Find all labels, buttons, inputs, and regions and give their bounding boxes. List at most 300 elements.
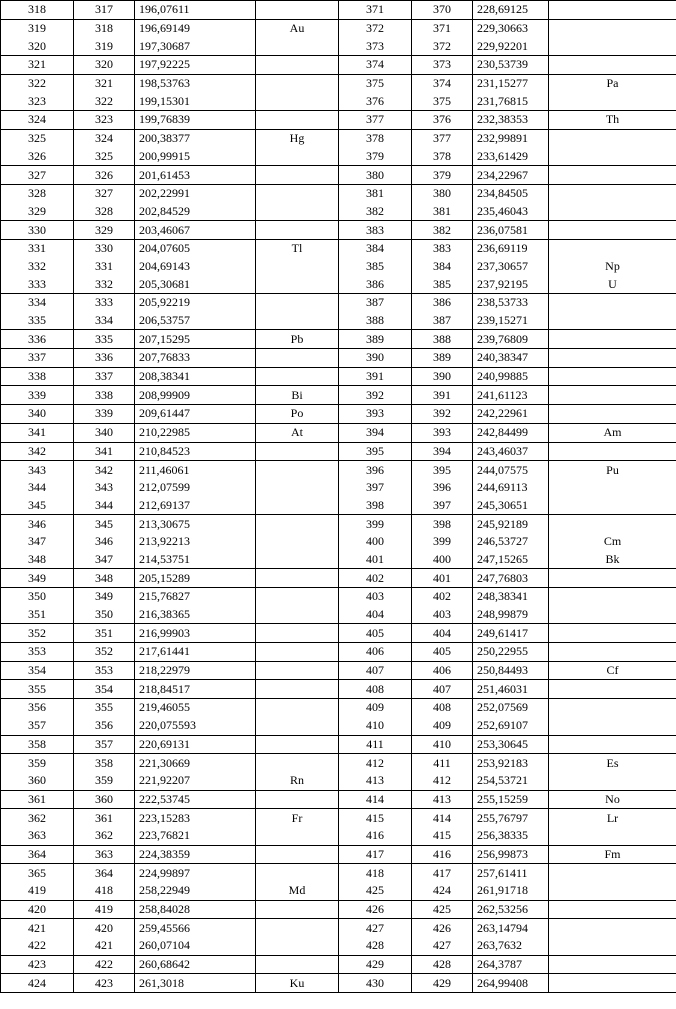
left-mass-cell: 197,92225 <box>135 56 256 75</box>
right-element-symbol-cell: Lr <box>549 809 676 827</box>
right-mass-cell: 252,07569 <box>473 699 549 717</box>
left-element-symbol-cell: Bi <box>256 386 339 405</box>
right-number-cell: 381 <box>339 184 412 202</box>
left-index-cell: 322 <box>74 92 135 110</box>
right-index-cell: 403 <box>412 606 473 624</box>
right-mass-cell: 254,53721 <box>473 772 549 790</box>
left-index-cell: 335 <box>74 330 135 349</box>
left-element-symbol-cell <box>256 148 339 166</box>
right-number-cell: 385 <box>339 258 412 276</box>
table-row <box>1 754 676 772</box>
right-number-cell: 397 <box>339 479 412 497</box>
right-index-cell: 389 <box>412 349 473 368</box>
right-index-cell: 415 <box>412 827 473 845</box>
left-number-cell: 326 <box>1 148 74 166</box>
left-element-symbol-cell: Fr <box>256 809 339 827</box>
right-number-cell: 396 <box>339 461 412 479</box>
right-mass-cell: 241,61123 <box>473 386 549 405</box>
table-row <box>1 294 676 312</box>
left-element-symbol-cell <box>256 312 339 330</box>
left-index-cell: 349 <box>74 588 135 606</box>
left-element-symbol-cell <box>256 624 339 643</box>
left-index-cell: 421 <box>74 937 135 955</box>
right-number-cell: 405 <box>339 624 412 643</box>
right-index-cell: 426 <box>412 919 473 937</box>
right-mass-cell: 237,30657 <box>473 258 549 276</box>
left-number-cell: 341 <box>1 423 74 442</box>
right-mass-cell: 236,07581 <box>473 221 549 240</box>
right-mass-cell: 257,61411 <box>473 864 549 882</box>
table-row <box>1 203 676 221</box>
right-element-symbol-cell <box>549 386 676 405</box>
left-element-symbol-cell <box>256 864 339 882</box>
left-element-symbol-cell <box>256 1 339 20</box>
table-row <box>1 111 676 130</box>
left-index-cell: 320 <box>74 56 135 75</box>
left-index-cell: 419 <box>74 900 135 919</box>
right-index-cell: 400 <box>412 551 473 569</box>
right-mass-cell: 240,38347 <box>473 349 549 368</box>
right-index-cell: 396 <box>412 479 473 497</box>
left-index-cell: 334 <box>74 312 135 330</box>
left-element-symbol-cell: Ku <box>256 974 339 993</box>
right-index-cell: 371 <box>412 19 473 37</box>
left-index-cell: 350 <box>74 606 135 624</box>
left-index-cell: 326 <box>74 166 135 185</box>
left-index-cell: 340 <box>74 423 135 442</box>
right-index-cell: 399 <box>412 533 473 551</box>
right-index-cell: 397 <box>412 497 473 515</box>
right-element-symbol-cell <box>549 330 676 349</box>
left-number-cell: 364 <box>1 845 74 864</box>
table-row <box>1 461 676 479</box>
right-number-cell: 429 <box>339 955 412 974</box>
right-number-cell: 408 <box>339 680 412 699</box>
right-element-symbol-cell <box>549 864 676 882</box>
left-mass-cell: 208,38341 <box>135 367 256 386</box>
right-mass-cell: 247,15265 <box>473 551 549 569</box>
right-index-cell: 393 <box>412 423 473 442</box>
left-mass-cell: 213,92213 <box>135 533 256 551</box>
left-number-cell: 321 <box>1 56 74 75</box>
left-element-symbol-cell <box>256 221 339 240</box>
right-mass-cell: 240,99885 <box>473 367 549 386</box>
left-mass-cell: 259,45566 <box>135 919 256 937</box>
right-number-cell: 391 <box>339 367 412 386</box>
left-index-cell: 355 <box>74 699 135 717</box>
left-element-symbol-cell <box>256 479 339 497</box>
left-number-cell: 343 <box>1 461 74 479</box>
right-index-cell: 382 <box>412 221 473 240</box>
left-number-cell: 419 <box>1 882 74 900</box>
right-index-cell: 413 <box>412 790 473 809</box>
left-element-symbol-cell: Pb <box>256 330 339 349</box>
right-mass-cell: 255,76797 <box>473 809 549 827</box>
left-element-symbol-cell <box>256 680 339 699</box>
left-number-cell: 322 <box>1 74 74 92</box>
left-index-cell: 357 <box>74 735 135 754</box>
left-number-cell: 361 <box>1 790 74 809</box>
right-index-cell: 406 <box>412 661 473 680</box>
right-element-symbol-cell <box>549 56 676 75</box>
table-row <box>1 864 676 882</box>
right-number-cell: 417 <box>339 845 412 864</box>
left-mass-cell: 212,07599 <box>135 479 256 497</box>
right-number-cell: 409 <box>339 699 412 717</box>
right-index-cell: 416 <box>412 845 473 864</box>
left-mass-cell: 211,46061 <box>135 461 256 479</box>
right-index-cell: 392 <box>412 405 473 424</box>
left-number-cell: 420 <box>1 900 74 919</box>
table-row <box>1 56 676 75</box>
table-row <box>1 919 676 937</box>
left-index-cell: 332 <box>74 275 135 293</box>
left-number-cell: 421 <box>1 919 74 937</box>
left-index-cell: 331 <box>74 258 135 276</box>
left-mass-cell: 203,46067 <box>135 221 256 240</box>
right-number-cell: 386 <box>339 275 412 293</box>
left-index-cell: 330 <box>74 239 135 257</box>
left-mass-cell: 213,30675 <box>135 515 256 533</box>
right-element-symbol-cell: Cf <box>549 661 676 680</box>
left-number-cell: 355 <box>1 680 74 699</box>
table-row <box>1 184 676 202</box>
left-element-symbol-cell: Tl <box>256 239 339 257</box>
table-row <box>1 717 676 735</box>
right-element-symbol-cell <box>549 624 676 643</box>
right-index-cell: 385 <box>412 275 473 293</box>
right-mass-cell: 243,46037 <box>473 442 549 461</box>
right-mass-cell: 253,92183 <box>473 754 549 772</box>
right-index-cell: 386 <box>412 294 473 312</box>
right-element-symbol-cell <box>549 955 676 974</box>
right-element-symbol-cell <box>549 937 676 955</box>
left-element-symbol-cell <box>256 937 339 955</box>
right-mass-cell: 251,46031 <box>473 680 549 699</box>
right-index-cell: 373 <box>412 56 473 75</box>
right-element-symbol-cell: Np <box>549 258 676 276</box>
left-number-cell: 327 <box>1 166 74 185</box>
right-index-cell: 412 <box>412 772 473 790</box>
left-number-cell: 323 <box>1 92 74 110</box>
right-element-symbol-cell <box>549 479 676 497</box>
right-mass-cell: 237,92195 <box>473 275 549 293</box>
right-index-cell: 384 <box>412 258 473 276</box>
right-mass-cell: 250,84493 <box>473 661 549 680</box>
left-number-cell: 342 <box>1 442 74 461</box>
right-mass-cell: 255,15259 <box>473 790 549 809</box>
left-number-cell: 325 <box>1 129 74 147</box>
right-mass-cell: 246,53727 <box>473 533 549 551</box>
left-mass-cell: 205,15289 <box>135 569 256 588</box>
left-index-cell: 356 <box>74 717 135 735</box>
right-element-symbol-cell: No <box>549 790 676 809</box>
left-number-cell: 350 <box>1 588 74 606</box>
left-number-cell: 357 <box>1 717 74 735</box>
left-number-cell: 344 <box>1 479 74 497</box>
table-row <box>1 955 676 974</box>
right-element-symbol-cell <box>549 312 676 330</box>
right-element-symbol-cell <box>549 827 676 845</box>
left-element-symbol-cell <box>256 275 339 293</box>
table-row <box>1 624 676 643</box>
right-index-cell: 390 <box>412 367 473 386</box>
left-number-cell: 338 <box>1 367 74 386</box>
left-index-cell: 358 <box>74 754 135 772</box>
left-element-symbol-cell <box>256 184 339 202</box>
right-number-cell: 393 <box>339 405 412 424</box>
table-row <box>1 827 676 845</box>
left-number-cell: 356 <box>1 699 74 717</box>
right-element-symbol-cell <box>549 606 676 624</box>
left-mass-cell: 260,68642 <box>135 955 256 974</box>
table-row <box>1 790 676 809</box>
right-number-cell: 403 <box>339 588 412 606</box>
left-index-cell: 317 <box>74 1 135 20</box>
table-row <box>1 882 676 900</box>
left-number-cell: 335 <box>1 312 74 330</box>
left-number-cell: 362 <box>1 809 74 827</box>
left-element-symbol-cell <box>256 515 339 533</box>
right-element-symbol-cell: Pu <box>549 461 676 479</box>
right-element-symbol-cell <box>549 882 676 900</box>
right-mass-cell: 247,76803 <box>473 569 549 588</box>
right-index-cell: 402 <box>412 588 473 606</box>
left-index-cell: 418 <box>74 882 135 900</box>
left-element-symbol-cell <box>256 442 339 461</box>
right-index-cell: 383 <box>412 239 473 257</box>
left-number-cell: 358 <box>1 735 74 754</box>
left-index-cell: 348 <box>74 569 135 588</box>
left-element-symbol-cell: Au <box>256 19 339 37</box>
left-number-cell: 353 <box>1 643 74 662</box>
right-index-cell: 374 <box>412 74 473 92</box>
left-element-symbol-cell <box>256 367 339 386</box>
left-element-symbol-cell <box>256 900 339 919</box>
left-mass-cell: 199,15301 <box>135 92 256 110</box>
right-number-cell: 372 <box>339 19 412 37</box>
left-number-cell: 336 <box>1 330 74 349</box>
left-mass-cell: 212,69137 <box>135 497 256 515</box>
table-row <box>1 423 676 442</box>
right-element-symbol-cell <box>549 239 676 257</box>
left-mass-cell: 215,76827 <box>135 588 256 606</box>
right-number-cell: 415 <box>339 809 412 827</box>
table-row <box>1 845 676 864</box>
left-index-cell: 329 <box>74 221 135 240</box>
right-index-cell: 405 <box>412 643 473 662</box>
left-number-cell: 363 <box>1 827 74 845</box>
left-element-symbol-cell <box>256 166 339 185</box>
table-row <box>1 699 676 717</box>
left-index-cell: 325 <box>74 148 135 166</box>
left-mass-cell: 216,38365 <box>135 606 256 624</box>
left-mass-cell: 260,07104 <box>135 937 256 955</box>
right-element-symbol-cell <box>549 184 676 202</box>
right-number-cell: 418 <box>339 864 412 882</box>
left-mass-cell: 197,30687 <box>135 37 256 55</box>
right-element-symbol-cell <box>549 37 676 55</box>
left-element-symbol-cell <box>256 497 339 515</box>
right-number-cell: 375 <box>339 74 412 92</box>
right-mass-cell: 256,99873 <box>473 845 549 864</box>
left-number-cell: 354 <box>1 661 74 680</box>
right-number-cell: 384 <box>339 239 412 257</box>
left-mass-cell: 224,99897 <box>135 864 256 882</box>
right-number-cell: 390 <box>339 349 412 368</box>
table-row <box>1 275 676 293</box>
right-mass-cell: 236,69119 <box>473 239 549 257</box>
left-number-cell: 337 <box>1 349 74 368</box>
left-index-cell: 364 <box>74 864 135 882</box>
right-mass-cell: 229,92201 <box>473 37 549 55</box>
right-element-symbol-cell: Th <box>549 111 676 130</box>
left-number-cell: 422 <box>1 937 74 955</box>
table-row <box>1 515 676 533</box>
right-number-cell: 380 <box>339 166 412 185</box>
right-number-cell: 410 <box>339 717 412 735</box>
right-mass-cell: 230,53739 <box>473 56 549 75</box>
left-element-symbol-cell: Md <box>256 882 339 900</box>
left-mass-cell: 261,3018 <box>135 974 256 993</box>
left-mass-cell: 222,53745 <box>135 790 256 809</box>
left-number-cell: 330 <box>1 221 74 240</box>
left-number-cell: 351 <box>1 606 74 624</box>
right-element-symbol-cell <box>549 294 676 312</box>
left-mass-cell: 196,69149 <box>135 19 256 37</box>
right-mass-cell: 229,30663 <box>473 19 549 37</box>
right-element-symbol-cell <box>549 717 676 735</box>
right-element-symbol-cell <box>549 772 676 790</box>
left-number-cell: 340 <box>1 405 74 424</box>
right-number-cell: 395 <box>339 442 412 461</box>
left-mass-cell: 220,69131 <box>135 735 256 754</box>
table-row <box>1 569 676 588</box>
left-element-symbol-cell <box>256 919 339 937</box>
right-element-symbol-cell <box>549 349 676 368</box>
left-mass-cell: 202,22991 <box>135 184 256 202</box>
table-row <box>1 809 676 827</box>
right-index-cell: 410 <box>412 735 473 754</box>
right-index-cell: 379 <box>412 166 473 185</box>
left-number-cell: 332 <box>1 258 74 276</box>
right-mass-cell: 235,46043 <box>473 203 549 221</box>
right-index-cell: 391 <box>412 386 473 405</box>
right-element-symbol-cell <box>549 919 676 937</box>
right-number-cell: 401 <box>339 551 412 569</box>
left-element-symbol-cell <box>256 56 339 75</box>
left-index-cell: 321 <box>74 74 135 92</box>
left-mass-cell: 200,99915 <box>135 148 256 166</box>
left-element-symbol-cell <box>256 606 339 624</box>
right-number-cell: 388 <box>339 312 412 330</box>
right-index-cell: 409 <box>412 717 473 735</box>
left-index-cell: 327 <box>74 184 135 202</box>
right-number-cell: 413 <box>339 772 412 790</box>
right-number-cell: 411 <box>339 735 412 754</box>
right-mass-cell: 231,76815 <box>473 92 549 110</box>
table-row <box>1 386 676 405</box>
left-index-cell: 352 <box>74 643 135 662</box>
table-row <box>1 772 676 790</box>
left-mass-cell: 214,53751 <box>135 551 256 569</box>
table-row <box>1 92 676 110</box>
left-index-cell: 337 <box>74 367 135 386</box>
left-index-cell: 339 <box>74 405 135 424</box>
table-row <box>1 330 676 349</box>
left-index-cell: 323 <box>74 111 135 130</box>
left-mass-cell: 205,30681 <box>135 275 256 293</box>
right-mass-cell: 263,7632 <box>473 937 549 955</box>
table-body <box>1 1 676 993</box>
right-number-cell: 416 <box>339 827 412 845</box>
left-number-cell: 352 <box>1 624 74 643</box>
right-index-cell: 417 <box>412 864 473 882</box>
right-element-symbol-cell <box>549 515 676 533</box>
left-index-cell: 341 <box>74 442 135 461</box>
left-number-cell: 328 <box>1 184 74 202</box>
left-mass-cell: 221,30669 <box>135 754 256 772</box>
right-index-cell: 404 <box>412 624 473 643</box>
left-index-cell: 343 <box>74 479 135 497</box>
left-number-cell: 346 <box>1 515 74 533</box>
table-row <box>1 37 676 55</box>
table-row <box>1 974 676 993</box>
right-mass-cell: 245,30651 <box>473 497 549 515</box>
table-row <box>1 349 676 368</box>
left-element-symbol-cell <box>256 845 339 864</box>
left-mass-cell: 204,07605 <box>135 239 256 257</box>
right-element-symbol-cell: Pa <box>549 74 676 92</box>
left-mass-cell: 198,53763 <box>135 74 256 92</box>
left-index-cell: 333 <box>74 294 135 312</box>
right-mass-cell: 234,84505 <box>473 184 549 202</box>
left-number-cell: 318 <box>1 1 74 20</box>
right-index-cell: 408 <box>412 699 473 717</box>
left-element-symbol-cell <box>256 827 339 845</box>
right-number-cell: 374 <box>339 56 412 75</box>
left-index-cell: 344 <box>74 497 135 515</box>
left-mass-cell: 200,38377 <box>135 129 256 147</box>
right-index-cell: 377 <box>412 129 473 147</box>
right-mass-cell: 232,38353 <box>473 111 549 130</box>
left-number-cell: 349 <box>1 569 74 588</box>
right-number-cell: 412 <box>339 754 412 772</box>
left-number-cell: 320 <box>1 37 74 55</box>
right-index-cell: 395 <box>412 461 473 479</box>
left-number-cell: 424 <box>1 974 74 993</box>
right-number-cell: 404 <box>339 606 412 624</box>
right-element-symbol-cell <box>549 643 676 662</box>
table-row <box>1 588 676 606</box>
right-number-cell: 376 <box>339 92 412 110</box>
right-element-symbol-cell <box>549 974 676 993</box>
right-number-cell: 407 <box>339 661 412 680</box>
right-number-cell: 379 <box>339 148 412 166</box>
right-number-cell: 414 <box>339 790 412 809</box>
right-mass-cell: 233,61429 <box>473 148 549 166</box>
left-mass-cell: 208,99909 <box>135 386 256 405</box>
table-row <box>1 643 676 662</box>
right-element-symbol-cell <box>549 442 676 461</box>
right-element-symbol-cell: Fm <box>549 845 676 864</box>
left-element-symbol-cell: Po <box>256 405 339 424</box>
right-mass-cell: 239,76809 <box>473 330 549 349</box>
right-index-cell: 407 <box>412 680 473 699</box>
left-mass-cell: 220,075593 <box>135 717 256 735</box>
right-element-symbol-cell <box>549 680 676 699</box>
right-mass-cell: 234,22967 <box>473 166 549 185</box>
